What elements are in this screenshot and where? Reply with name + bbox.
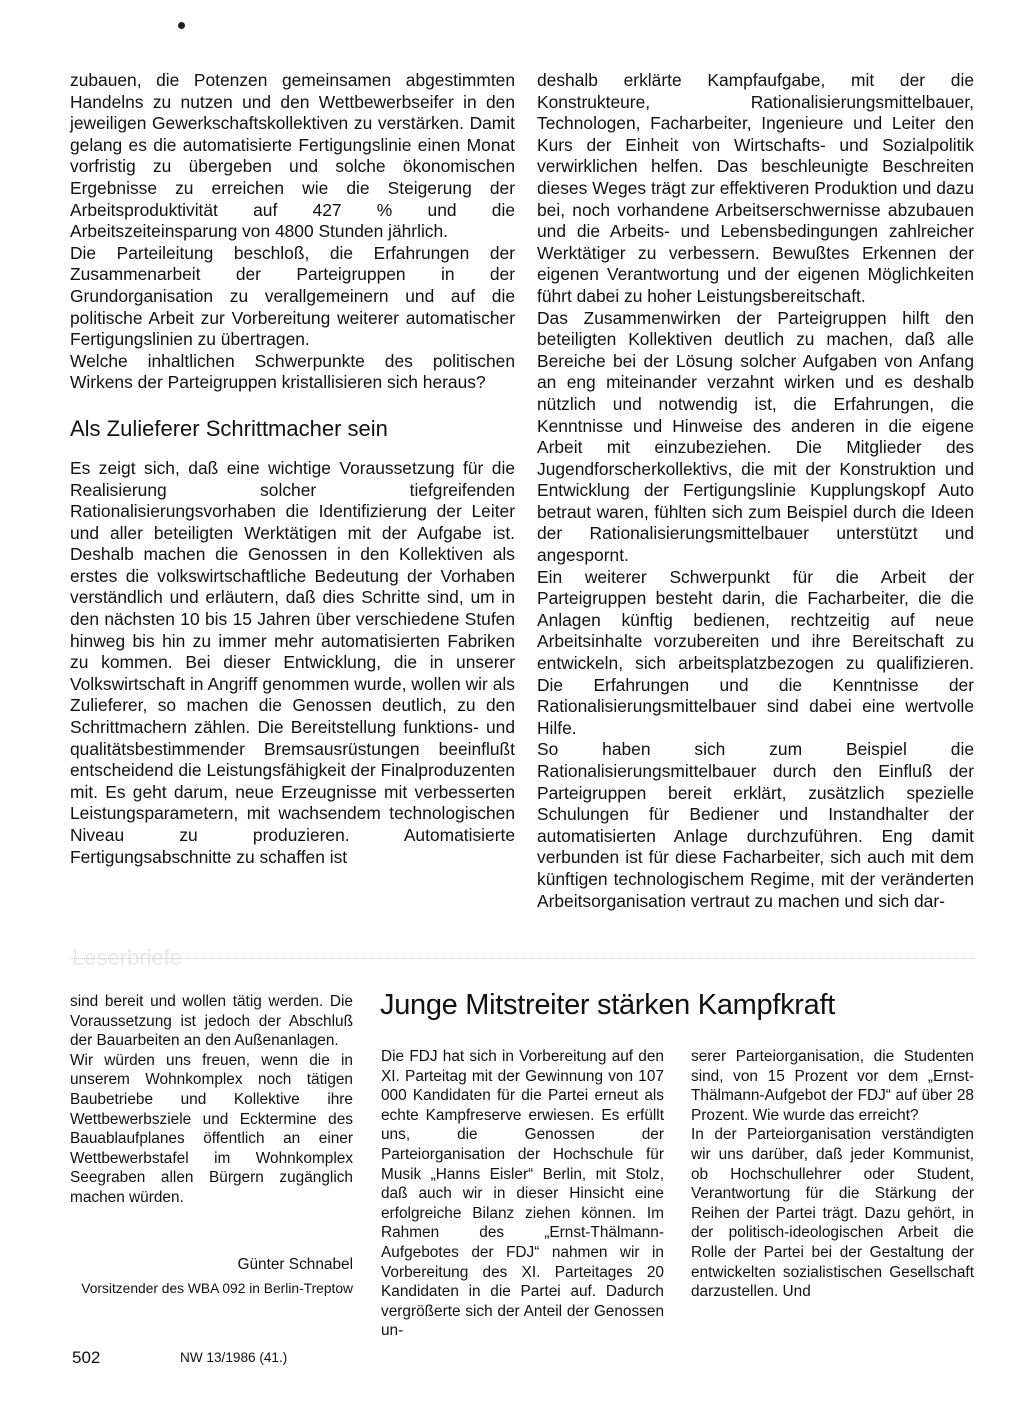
- paragraph: Welche inhaltlichen Schwerpunkte des politischen Wirkens der Parteigruppen kristallisieren sich heraus?: [70, 350, 515, 393]
- paragraph: Ein weiterer Schwerpunkt für die Arbeit der Parteigruppen besteht darin, die Facharbeiter, die die Anlagen künftig bedienen, rechtzeitig auf neue Arbeitsinhalte vorzubereiten und ihre Bereitschaft zu entwickeln, sich arbeitsplatzbezogen zu qualifizieren. Die Erfahrungen und die Kenntnisse der Rationalisierungsmittelbauer sind dabei eine wertvolle Hilfe.: [537, 566, 974, 738]
- article-column-right: [537, 70, 974, 912]
- paragraph: zubauen, die Potenzen gemeinsamen abgestimmten Handelns zu nutzen und den Wettbewerbseifer in den jeweiligen Gewerkschaftskollektiven zu verstärken. Damit gelang es die automatisierte Fertigungslinie einen Monat vorfristig zu übergeben und solche ökonomischen Ergebnisse zu erreichen wie die Steigerung der Arbeitsproduktivität auf 427 % und die Arbeitszeiteinsparung von 4800 Stunden jährlich.: [70, 70, 515, 242]
- paragraph: Das Zusammenwirken der Parteigruppen hilft den beteiligten Kollektiven deutlich zu machen, daß alle Bereiche bei der Lösung solcher Aufgaben von Anfang an eng miteinander verzahnt wirken und es deshalb nützlich und notwendig ist, die Erfahrungen, die Kenntnisse und Hinweise des anderen in die eigene Arbeit mit einzubeziehen. Die Mitglieder des Jugendforscherkollektivs, die mit der Konstruktion und Entwicklung der Fertigungslinie Kupplungskopf Auto betraut waren, fühlten sich zum Beispiel durch die Ideen der Rationalisierungsmittelbauer unterstützt und angespornt.: [537, 307, 974, 566]
- fdj-column-left: [381, 1047, 664, 1341]
- letter-author: Günter Schnabel: [237, 1256, 353, 1273]
- paragraph: Wir würden uns freuen, wenn die in unserem Wohnkomplex noch tätigen Baubetriebe und Kollektive ihre Wettbewerbsziele und Ecktermine des Bauablaufplanes öffentlich an einer Wettbewerbstafel im Wohnkomplex Seegraben allen Bürgern zugänglich machen würden.: [70, 1051, 353, 1206]
- paragraph: In der Parteiorganisation verständigten wir uns darüber, daß jeder Kommunist, ob Hochschullehrer oder Student, Verantwortung für die Stärkung der Reihen der Partei trägt. Dazu gehört, in der politisch-ideologischen Arbeit die Rolle der Partei bei der Gestaltung der entwickelten sozialistischen Gesellschaft darzustellen. Und: [691, 1126, 974, 1301]
- page-number: 502: [72, 1348, 101, 1367]
- letter-author-role: Vorsitzender des WBA 092 in Berlin-Treptow: [81, 1281, 353, 1296]
- paragraph: serer Parteiorganisation, die Studenten sind, von 15 Prozent vor dem „Ernst-Thälmann-Aufgebot der FDJ“ auf über 28 Prozent. Wie wurde das erreicht?: [691, 1048, 974, 1124]
- section-subheading: Als Zulieferer Schrittmacher sein: [70, 415, 388, 441]
- print-speck: [178, 22, 185, 29]
- section-label-faint: Leserbriefe: [72, 945, 183, 970]
- issue-reference: NW 13/1986 (41.): [180, 1350, 288, 1365]
- section-divider: [70, 958, 975, 959]
- paragraph: sind bereit und wollen tätig werden. Die Voraussetzung ist jedoch der Abschluß der Bauarbeiten an den Außenanlagen.: [70, 993, 353, 1050]
- paragraph: deshalb erklärte Kampfaufgabe, mit der die Konstrukteure, Rationalisierungsmittelbauer, Technologen, Facharbeiter, Ingenieure und Leiter den Kurs der Einheit von Wirtschafts- und Sozialpolitik verwirklichen helfen. Das beschleunigte Beschreiten dieses Weges trägt zur effektiveren Produktion und dazu bei, noch vorhandene Arbeitserschwernisse abzubauen und die Arbeits- und Lebensbedingungen zahlreicher Werktätiger zu verbessern. Bewußtes Erkennen der eigenen Verantwortung und der eigenen Möglichkeiten führt dabei zu hoher Leistungsbereitschaft.: [537, 70, 974, 306]
- reader-letter-column: [70, 992, 353, 1208]
- paragraph: Die FDJ hat sich in Vorbereitung auf den XI. Parteitag mit der Gewinnung von 107 000 Kandidaten für die Partei erneut als echte Kampfreserve erwiesen. Es erfüllt uns, die Genossen der Parteiorganisation der Hochschule für Musik „Hanns Eisler“ Berlin, mit Stolz, daß auch wir in dieser Hinsicht eine erfolgreiche Bilanz ziehen können. Im Rahmen des „Ernst-Thälmann-Aufgebotes der FDJ“ nahmen wir in Vorbereitung des XI. Parteitages 20 Kandidaten in die Partei auf. Dadurch vergrößerte sich der Anteil der Genossen un-: [381, 1048, 664, 1340]
- article-column-left: [70, 70, 515, 868]
- article-headline: Junge Mitstreiter stärken Kampfkraft: [380, 989, 835, 1021]
- fdj-column-right: [691, 1047, 974, 1302]
- paragraph: So haben sich zum Beispiel die Rationalisierungsmittelbauer durch den Einfluß der Parteigruppen bereit erklärt, zusätzlich spezielle Schulungen für Bediener und Instandhalter der automatisierten Anlage durchzuführen. Eng damit verbunden ist für diese Facharbeiter, sich auch mit dem künftigen technologischem Regime, mit der veränderten Arbeitsorganisation vertraut zu machen und sich dar-: [537, 739, 974, 911]
- paragraph: Es zeigt sich, daß eine wichtige Voraussetzung für die Realisierung solcher tiefgreifenden Rationalisierungsvorhaben die Identifizierung der Leiter und aller beteiligten Werktätigen mit der Aufgabe ist. Deshalb machen die Genossen in den Kollektiven als erstes die volkswirtschaftliche Bedeutung der Vorhaben verständlich und erläutern, daß dies Schritte sind, um in den nächsten 10 bis 15 Jahren über verschiedene Stufen hinweg bis hin zu immer mehr automatisierten Fabriken zu kommen. Bei dieser Entwicklung, die in unserer Volkswirtschaft in Angriff genommen wurde, wollen wir als Zulieferer, so machen die Genossen deutlich, zu den Schrittmachern zählen. Die Bereitstellung funktions- und qualitätsbestimmender Bremsausrüstungen beeinflußt entscheidend die Leistungsfähigkeit der Finalproduzenten mit. Es geht darum, neue Erzeugnisse mit verbesserten Leistungsparametern, mit wachsendem technologischen Niveau zu produzieren. Automatisierte Fertigungsabschnitte zu schaffen ist: [70, 457, 515, 867]
- paragraph: Die Parteileitung beschloß, die Erfahrungen der Zusammenarbeit der Parteigruppen in der Grundorganisation zu verallgemeinern und auf die politische Arbeit zur Vorbereitung weiterer automatischer Fertigungslinien zu übertragen.: [70, 242, 515, 350]
